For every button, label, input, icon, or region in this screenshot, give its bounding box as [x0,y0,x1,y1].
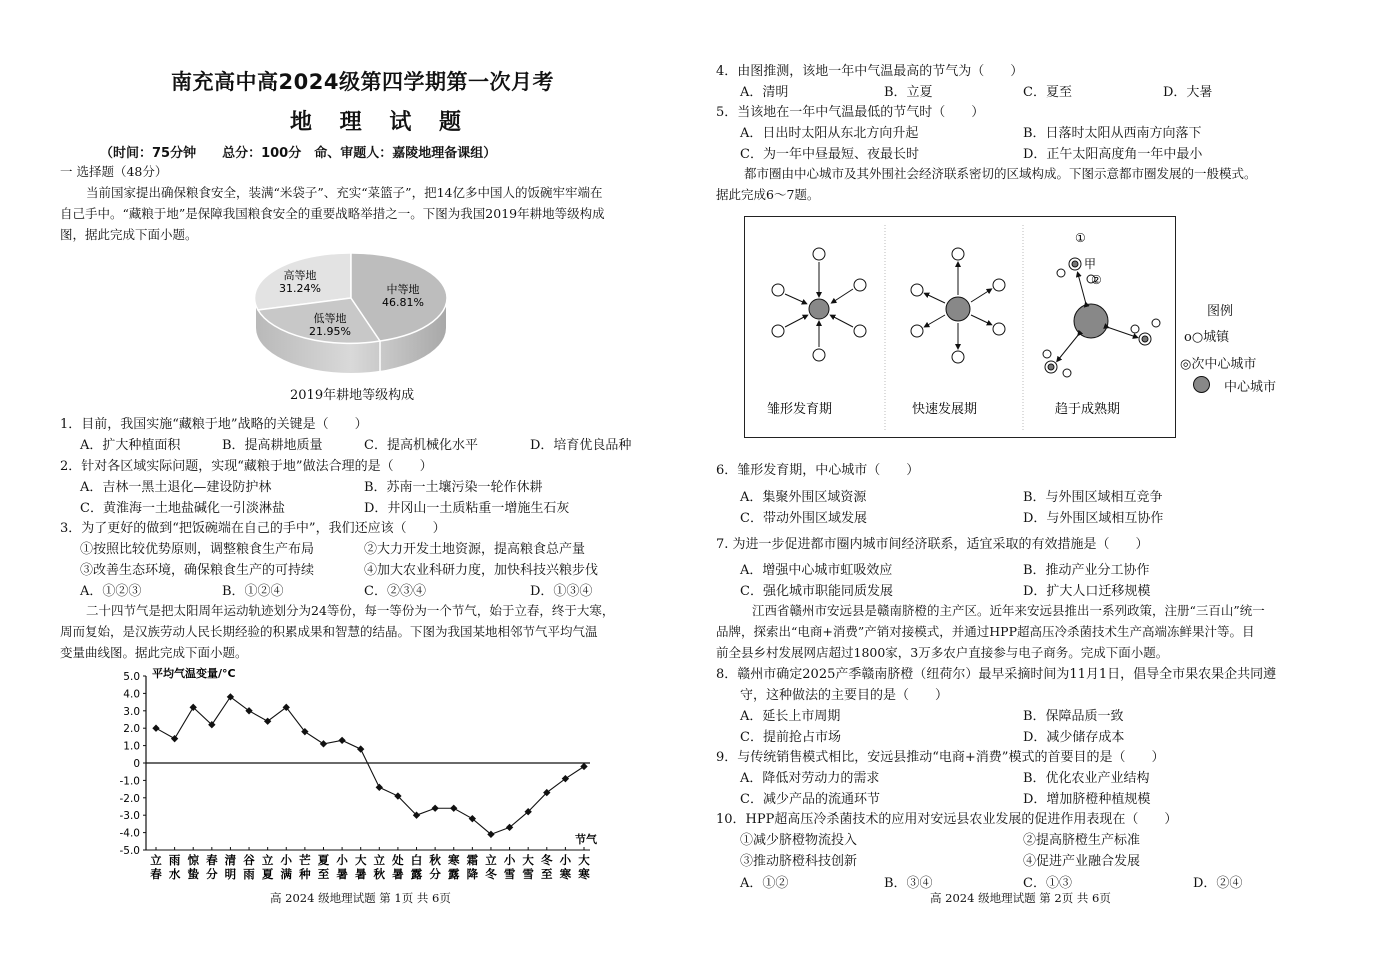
chart-x-tick-label-char1: 谷 [243,853,255,867]
section-heading: 一 选择题（48分） [60,164,168,179]
q5-stem: 5．当该地在一年中气温最低的节气时（ ） [716,105,985,120]
chart-x-tick-label-char1: 霜 [466,853,479,867]
q10-statement-4: ④促进产业融合发展 [1023,854,1141,869]
q10-stem: 10．HPP超高压冷杀菌技术的应用对安远县农业发展的促进作用表现在（ ） [716,812,1178,827]
chart-x-tick-label-char2: 水 [168,867,181,881]
chart-point [152,725,159,732]
q2-option-b: B．苏南一土壤污染一轮作休耕 [364,480,543,495]
q2-option-d: D．井冈山一土质粘重一增施生石灰 [364,501,570,516]
exam-meta: （时间：75分钟 总分：100分 命、审题人：嘉陵地理备课组） [100,146,497,161]
chart-x-tick-label-char1: 冬 [541,853,553,867]
q3-statement-3: ③改善生态环境，确保粮食生产的可持续 [80,563,315,578]
mark-jia: 甲 [1084,257,1097,271]
intro-paragraph-4-line-2: 品牌，探索出“电商+消费”产销对接模式，并通过HPP超高压冷杀菌技术生产高端冻鲜果汁等。目 [716,624,1255,639]
chart-point [376,784,383,791]
chart-x-tick-label-char2: 明 [224,867,237,881]
q10-statement-1: ①减少脐橙物流投入 [740,833,858,848]
q3-statement-4: ④加大农业科研力度，加快科技兴粮步伐 [364,563,599,578]
stage3-label: 趋于成熟期 [1055,402,1121,417]
stage3-diagram [1043,231,1160,377]
q7-option-c: C．强化城市职能同质发展 [740,584,893,599]
mark-1: ① [1075,231,1086,245]
q2-stem: 2．针对各区域实际问题，实现“藏粮于地”做法合理的是（ ） [60,459,433,474]
intro-paragraph-1-line-2: 自己手中。“藏粮于地”是保障我国粮食安全的重要战略举措之一。下图为我国2019年耕地等级构成 [60,206,605,221]
chart-y-tick-label: 5.0 [123,671,140,683]
solar-term-temperature-chart [110,664,610,884]
q10-option-a: A．①② [740,876,789,891]
q9-option-a: A．降低对劳动力的需求 [740,771,880,786]
chart-point [320,740,327,747]
chart-x-tick-label-char2: 至 [317,867,330,881]
chart-y-tick-label: 0 [133,758,140,770]
chart-y-tick-label: -2.0 [119,792,140,805]
chart-x-tick-label-char2: 暑 [354,867,367,881]
chart-x-tick-label-char1: 寒 [447,853,460,867]
q8-option-b: B．保障品质一致 [1023,709,1124,724]
pie-caption: 2019年耕地等级构成 [290,388,415,403]
chart-x-tick-label-char1: 大 [354,853,367,867]
legend-center-icon [1193,376,1210,393]
left-page-footer: 高 2024 级地理试题 第 1页 共 6页 [270,891,451,905]
q6-option-d: D．与外围区域相互协作 [1023,511,1164,526]
chart-x-tick-label-char1: 小 [280,853,293,867]
stage1-diagram [772,248,866,361]
chart-y-tick-label: -1.0 [119,775,140,788]
chart-x-tick-label-char2: 春 [150,867,162,881]
chart-x-tick-label-char1: 小 [559,853,572,867]
mark-2: ② [1091,273,1102,287]
q7-option-b: B．推动产业分工协作 [1023,563,1150,578]
chart-x-tick-label-char2: 冬 [485,867,497,881]
q6-stem: 6．雏形发育期，中心城市（ ） [716,463,920,478]
intro-paragraph-3-line-2: 据此完成6～7题。 [716,187,820,202]
q4-option-d: D．大暑 [1163,85,1213,100]
chart-x-tick-label-char1: 清 [224,853,237,867]
q8-stem-line-2: 守，这种做法的主要目的是（ ） [740,688,949,703]
chart-x-tick-label-char2: 分 [206,867,218,881]
chart-x-tick-label-char2: 满 [280,867,293,881]
q10-statement-2: ②提高脐橙生产标准 [1023,833,1141,848]
chart-point [338,737,345,744]
q1-option-a: A．扩大种植面积 [80,438,181,453]
q4-option-b: B．立夏 [884,85,933,100]
q9-option-c: C．减少产品的流通环节 [740,792,880,807]
chart-x-tick-label-char2: 暑 [392,867,404,881]
metro-development-figure [744,216,1176,438]
q1-option-b: B．提高耕地质量 [222,438,323,453]
pie-low-label: 低等地 [313,312,347,325]
metro-figure-drawing [745,217,1177,439]
q7-stem: 7. 为进一步促进都市圈内城市间经济联系，适宜采取的有效措施是（ ） [716,537,1149,552]
chart-x-tick-label-char1: 立 [373,853,386,867]
pie-mid-label: 中等地 [386,283,420,296]
chart-x-tick-label-char2: 种 [299,867,311,881]
chart-x-tick-label-char1: 秋 [429,853,441,867]
chart-x-tick-label-char2: 秋 [373,867,386,881]
q1-stem: 1．目前，我国实施“藏粮于地”战略的关键是（ ） [60,417,368,432]
q8-option-a: A．延长上市周期 [740,709,841,724]
chart-x-tick-label-char1: 立 [150,853,162,867]
pie-mid-value: 46.81% [382,296,424,309]
chart-y-tick-label: 1.0 [123,740,140,753]
q3-stem: 3．为了更好的做到“把饭碗端在自己的手中”，我们还应该（ ） [60,521,446,536]
q9-option-b: B．优化农业产业结构 [1023,771,1150,786]
legend-sub-center: ◎次中心城市 [1180,357,1257,372]
chart-y-tick-label: 3.0 [123,705,140,718]
chart-x-tick-label-char2: 雪 [522,867,534,881]
q1-option-c: C．提高机械化水平 [364,438,478,453]
legend-center: 中心城市 [1224,380,1277,395]
pie-high-value: 31.24% [279,282,321,295]
q4-option-a: A．清明 [740,85,789,100]
chart-point [450,805,457,812]
chart-x-tick-label-char2: 暑 [336,867,348,881]
chart-y-tick-label: -4.0 [119,827,140,840]
chart-x-tick-label-char2: 露 [447,867,460,881]
intro-paragraph-2-line-1: 二十四节气是把太阳周年运动轨迹划分为24等份，每一等份为一个节气，始于立春，终于大寒， [86,603,615,618]
legend-town: o○城镇 [1184,330,1230,345]
chart-x-tick-label-char1: 立 [261,853,274,867]
chart-x-tick-label-char1: 白 [410,853,423,867]
q10-statement-3: ③推动脐橙科技创新 [740,854,858,869]
intro-paragraph-4-line-1: 江西省赣州市安远县是赣南脐橙的主产区。近年来安远县推出一系列政策，注册“三百山”统一 [752,603,1265,618]
q8-option-d: D．减少储存成本 [1023,730,1125,745]
q5-option-b: B．日落时太阳从西南方向落下 [1023,126,1202,141]
chart-x-tick-label-char2: 露 [410,867,423,881]
chart-x-tick-label-char1: 大 [522,853,534,867]
temperature-change-line [156,697,584,834]
q4-option-c: C．夏至 [1023,85,1072,100]
chart-x-tick-label-char2: 至 [541,867,553,881]
q7-option-d: D．扩大人口迁移规模 [1023,584,1151,599]
chart-y-tick-label: -3.0 [119,810,140,823]
q8-option-c: C．提前抢占市场 [740,730,841,745]
chart-point [357,745,364,752]
q10-option-d: D．②④ [1193,876,1243,891]
chart-x-tick-label-char1: 芒 [299,853,311,867]
q6-option-c: C．带动外围区域发展 [740,511,867,526]
chart-x-tick-label-char1: 立 [485,853,497,867]
chart-x-tick-label-char1: 春 [206,853,218,867]
exam-title: 南充高中高2024级第四学期第一次月考 [171,70,554,94]
chart-x-tick-label-char2: 雨 [243,867,255,881]
chart-xlabel: 节气 [575,833,597,846]
chart-x-tick-label-char2: 夏 [261,867,274,881]
intro-paragraph-2-line-3: 变量曲线图。据此完成下面小题。 [60,645,248,660]
intro-paragraph-1-line-3: 图，据此完成下面小题。 [60,227,198,242]
q2-option-a: A．吉林一黑土退化—建设防护林 [80,480,272,495]
chart-x-tick-label-char2: 蛰 [187,867,199,881]
q4-stem: 4．由图推测，该地一年中气温最高的节气为（ ） [716,64,1024,79]
intro-paragraph-4-line-3: 前全县乡村发展网店超过1800家，3万多农户直接参与电子商务。完成下面小题。 [716,645,1169,660]
right-page-footer: 高 2024 级地理试题 第 2页 共 6页 [930,891,1111,905]
q9-stem: 9．与传统销售模式相比，安远县推动“电商+消费”模式的首要目的是（ ） [716,750,1165,765]
pie-low-value: 21.95% [309,325,351,338]
chart-x-tick-label-char1: 小 [503,853,516,867]
chart-x-tick-label-char1: 大 [578,853,590,867]
chart-y-tick-label: 4.0 [123,688,140,701]
chart-x-tick-label-char1: 雨 [168,853,181,867]
chart-x-tick-label-char1: 惊 [187,853,199,867]
q3-statement-2: ②大力开发土地资源，提高粮食总产量 [364,542,586,557]
chart-x-tick-label-char2: 降 [466,867,479,881]
q6-option-a: A．集聚外围区域资源 [740,490,867,505]
q2-option-c: C．黄淮海一土地盐碱化一引淡淋盐 [80,501,285,516]
q3-option-a: A．①②③ [80,584,142,599]
legend-title: 图例 [1207,304,1234,319]
q3-statement-1: ①按照比较优势原则，调整粮食生产布局 [80,542,315,557]
q3-option-b: B．①②④ [222,584,284,599]
chart-x-tick-label-char2: 雪 [503,867,516,881]
q10-option-c: C．①③ [1023,876,1072,891]
q9-option-d: D．增加脐橙种植规模 [1023,792,1151,807]
q6-option-b: B．与外围区域相互竞争 [1023,490,1163,505]
q3-option-d: D．①③④ [530,584,593,599]
chart-point [431,805,438,812]
chart-x-tick-label-char2: 分 [429,867,441,881]
q8-stem-line-1: 8．赣州市确定2025产季赣南脐橙（纽荷尔）最早采摘时间为11月1日，倡导全市果农果企共同遵 [716,667,1277,682]
q3-option-c: C．②③④ [364,584,426,599]
intro-paragraph-2-line-2: 周而复始，是汉族劳动人民长期经验的积累成果和智慧的结晶。下图为我国某地相邻节气平均气温 [60,624,598,639]
pie-high-label: 高等地 [283,269,317,282]
stage2-diagram [911,248,1005,363]
chart-x-tick-label-char2: 寒 [559,867,572,881]
q5-option-a: A．日出时太阳从东北方向升起 [740,126,919,141]
chart-x-tick-label-char1: 夏 [317,853,330,867]
chart-x-tick-label-char1: 处 [392,853,404,867]
q10-option-b: B．③④ [884,876,933,891]
stage2-label: 快速发展期 [912,402,978,417]
chart-ylabel: 平均气温变量/°C [152,667,236,680]
chart-x-tick-label-char2: 寒 [578,867,590,881]
exam-subject: 地 理 试 题 [290,110,471,135]
stage1-label: 雏形发育期 [767,402,833,417]
q1-option-d: D．培育优良品种 [530,438,632,453]
chart-point [580,763,587,770]
intro-paragraph-1-line-1: 当前国家提出确保粮食安全，装满“米袋子”、充实“菜篮子”，把14亿多中国人的饭碗牢牢端在 [86,185,603,200]
chart-point [171,735,178,742]
intro-paragraph-3-line-1: 都市圈由中心城市及其外围社会经济联系密切的区域构成。下图示意都市圈发展的一般模式。 [744,166,1257,181]
q7-option-a: A．增强中心城市虹吸效应 [740,563,893,578]
q5-option-d: D．正午太阳高度角一年中最小 [1023,147,1203,162]
q5-option-c: C．为一年中昼最短、夜最长时 [740,147,919,162]
chart-y-tick-label: 2.0 [123,723,140,736]
chart-x-tick-label-char1: 小 [336,853,348,867]
chart-y-tick-label: -5.0 [119,845,140,857]
